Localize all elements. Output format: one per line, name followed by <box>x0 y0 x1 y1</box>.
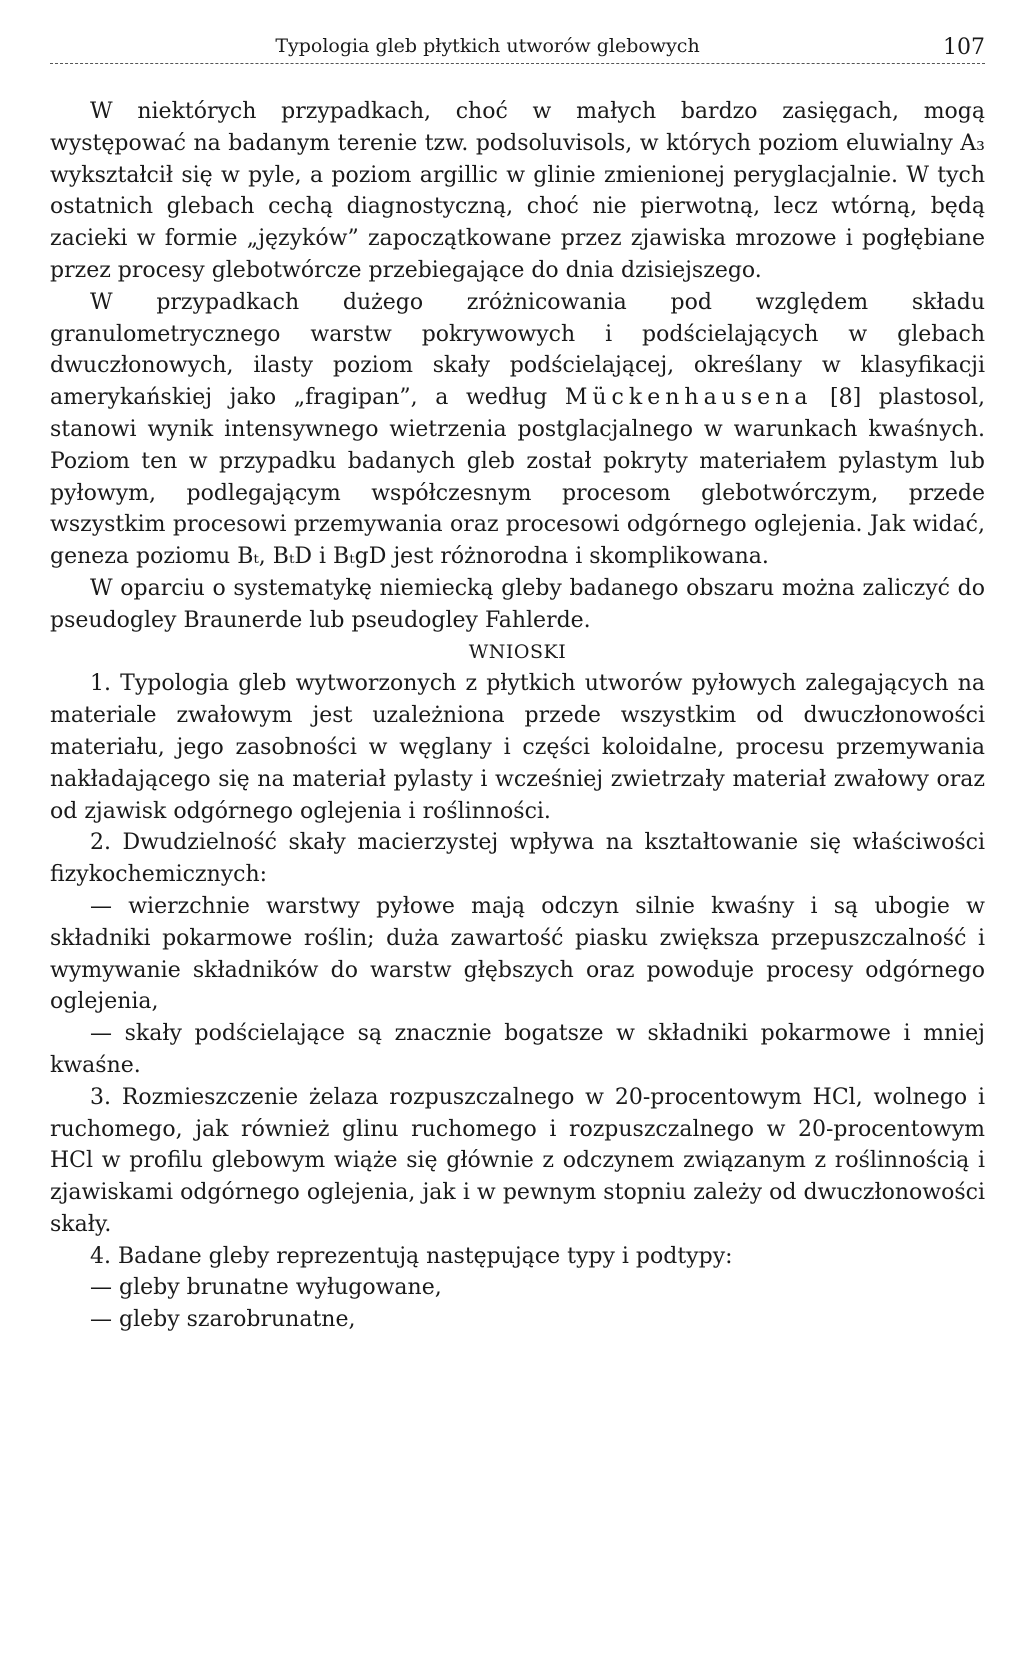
paragraph-fragipan <box>50 287 985 573</box>
conclusions-heading: WNIOSKI <box>468 640 567 663</box>
body-text <box>50 96 985 1336</box>
paragraph-podsoluvisols: W niektórych przypadkach, choć w małych bardzo zasięgach, mogą występować na badanym terenie tzw. podsoluvisols, w których poziom eluwialny A₃ wykształcił się w pyle, a poziom argillic w glinie zmienionej peryglacjalnie. W tych ostatnich glebach cechą diagnostyczną, choć nie pierwotną, lecz wtórną, będą zacieki w formie „języków” zapoczątkowane przez zjawiska mrozowe i pogłębiane przez procesy glebotwórcze przebiegające do dnia dzisiejszego. <box>50 99 985 283</box>
paragraph-fragipan-part-a: W przypadkach dużego zróżnicowania pod względem składu granulometrycznego warstw pokrywowych i podścielających w glebach dwuczłonowych, ilasty poziom skały podścielającej, określany w klasyfikacji amerykańskiej jako „fragipan”, a według <box>50 289 985 411</box>
conclusion-2: 2. Dwudzielność skały macierzystej wpływa na kształtowanie się właściwości fizykochemicznych: <box>50 830 985 888</box>
conclusion-2-dash-2: — skały podścielające są znacznie bogatsze w składniki pokarmowe i mniej kwaśne. <box>50 1021 985 1078</box>
paragraph-systematics: W oparciu o systematykę niemiecką gleby badanego obszaru można zaliczyć do pseudogley Braunerde lub pseudogley Fahlerde. <box>50 575 985 633</box>
conclusion-1: 1. Typologia gleb wytworzonych z płytkich utworów pyłowych zalegających na materiale zwałowym jest uzależniona przede wszystkim od dwuczłonowości materiału, jego zasobności w węglany i części koloidalne, procesu przemywania nakładającego się na materiał pylasty i wcześniej zwietrzały materiał zwałowy oraz od zjawisk odgórnego oglejenia i roślinności. <box>50 671 985 824</box>
page-number: 107 <box>943 35 985 60</box>
conclusion-2-dash-1: — wierzchnie warstwy pyłowe mają odczyn silnie kwaśny i są ubogie w składniki pokarmowe roślin; duża zawartość piasku zwiększa przepuszczalność i wymywanie składników do warstw głębszych oraz powoduje procesy odgórnego oglejenia, <box>50 893 985 1015</box>
conclusion-4: 4. Badane gleby reprezentują następujące typy i podtypy: <box>90 1243 733 1269</box>
paragraph-fragipan-part-b: [8] plastosol, stanowi wynik intensywnego wietrzenia postglacjalnego w warunkach kwaśnych. Poziom ten w przypadku badanych gleb został pokryty materiałem pylastym lub pyłowym, podlegającym współczesnym procesom glebotwórczym, przede wszystkim procesowi przemywania oraz procesowi odgórnego oglejenia. Jak widać, geneza poziomu Bₜ, BₜD i BₜgD jest różnorodna i skomplikowana. <box>50 385 985 570</box>
running-title: Typologia gleb płytkich utworów glebowych <box>275 35 700 57</box>
conclusion-4-dash-2: — gleby szarobrunatne, <box>90 1307 356 1333</box>
conclusion-3: 3. Rozmieszczenie żelaza rozpuszczalnego w 20-procentowym HCl, wolnego i ruchomego, jak również glinu ruchomego i rozpuszczalnego w 20-procentowym HCl w profilu glebowym wiąże się głównie z odczynem związanym z roślinnością i zjawiskami odgórnego oglejenia, jak i w pewnym stopniu zależy od dwuczłonowości skały. <box>50 1084 985 1237</box>
conclusion-4-dash-1: — gleby brunatne wyługowane, <box>90 1275 442 1301</box>
running-header <box>50 33 985 64</box>
author-name: Mückenhausena <box>564 385 813 411</box>
